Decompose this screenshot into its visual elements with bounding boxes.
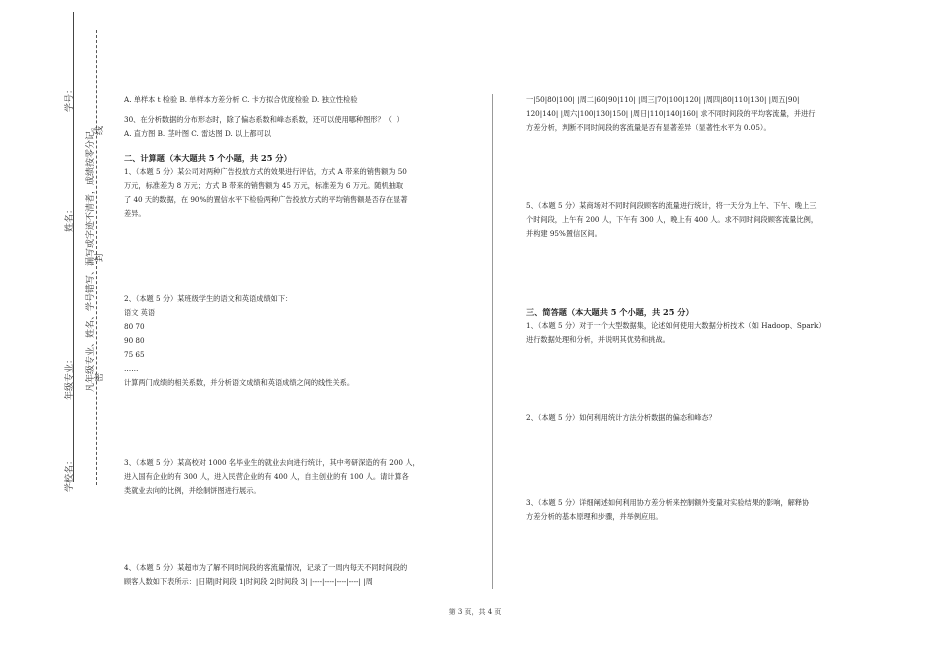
calc-question-4-continued: 一|50|80|100| |周二|60|90|110| |周三|70|100|120| |周四|80|110|130| |周五|90| 120|140| |周六|100|130|150| |周日|110|140|160| 求不同时间段的平均客流量，并进行 方差分析，判断不同时间段的客流量是否有显著差异（显著性水平为 0.05）。 bbox=[526, 95, 816, 132]
calc-question-4: 4、（本题 5 分）某超市为了解不同时间段的客流量情况，记录了一周内每天不同时间段的 顾客人数如下表所示：|日期|时间段 1|时间段 2|时间段 3| |----|----|----|----| |周 bbox=[124, 563, 408, 586]
binding-line bbox=[73, 12, 74, 482]
calc-question-2: 2、（本题 5 分）某班级学生的语文和英语成绩如下： 语文 英语 80 70 90 80 75 65 …… 计算两门成绩的相关系数，并分析语文成绩和英语成绩之间的线性关系。 bbox=[124, 294, 355, 387]
name-label: 姓名： bbox=[65, 204, 75, 232]
calc-question-5: 5、（本题 5 分）某商场对不同时间段顾客的流量进行统计，将一天分为上午、下午、晚上三 个时间段，上午有 200 人，下午有 300 人，晚上有 400 人。求不同时间段顾客流量比例， 并构建 95%置信区间。 bbox=[526, 201, 819, 238]
page-footer: 第 3 页，共 4 页 bbox=[448, 608, 502, 616]
left-column bbox=[124, 93, 480, 589]
calc-question-3: 3、（本题 5 分）某高校对 1000 名毕业生的就业去向进行统计，其中考研深造的有 200 人， 进入国有企业的有 300 人，进入民营企业的有 400 人，自主创业的有 100 人。请计算各 类就业去向的比例，并绘制饼图进行展示。 bbox=[124, 458, 420, 495]
school-label: 学校名： bbox=[65, 455, 75, 492]
right-column bbox=[526, 93, 876, 524]
column-divider bbox=[492, 94, 493, 589]
short-question-3: 3、（本题 5 分）详细阐述如何利用协方差分析来控制额外变量对实验结果的影响，解释协 方差分析的基本原理和步骤，并举例应用。 bbox=[526, 498, 810, 521]
calc-question-1: 1、（本题 5 分）某公司对两种广告投放方式的效果进行评估，方式 A 带来的销售额为 50 万元，标准差为 8 万元；方式 B 带来的销售额为 45 万元，标准差为 6 万元。随机抽取 了 40 天的数据，在 90%的置信水平下检验两种广告投放方式的平均销售额是否存在显著 差异。 bbox=[124, 167, 408, 218]
section2-title: 二、计算题（本大题共 5 个小题，共 25 分） bbox=[124, 153, 292, 163]
seal-mark-feng: 封 bbox=[95, 252, 105, 262]
short-question-2: 2、（本题 5 分）如何利用统计方法分析数据的偏态和峰态？ bbox=[526, 413, 716, 422]
q30-stem: 30、在分析数据的分布形态时，除了偏态系数和峰态系数，还可以使用哪种图形？（ ） bbox=[124, 115, 404, 124]
seal-mark-mi: 密 bbox=[95, 372, 105, 382]
major-label: 年级专业： bbox=[65, 354, 75, 400]
binding-note: 凡年级专业、姓名、学号错写、漏写或字迹不清者，成绩按零分记。 bbox=[86, 121, 96, 392]
q30-options: A. 直方图 B. 茎叶图 C. 雷达图 D. 以上都可以 bbox=[124, 129, 271, 138]
q29-options: A. 单样本 t 检验 B. 单样本方差分析 C. 卡方拟合优度检验 D. 独立性检验 bbox=[124, 95, 358, 104]
short-question-1: 1、（本题 5 分）对于一个大型数据集，论述如何使用大数据分析技术（如 Hadoop、Spark） 进行数据处理和分析，并说明其优势和挑战。 bbox=[526, 321, 826, 344]
seal-mark-xian: 线 bbox=[95, 125, 105, 135]
student-id-label: 学号： bbox=[65, 84, 75, 112]
section3-title: 三、简答题（本大题共 5 个小题，共 25 分） bbox=[526, 307, 694, 317]
